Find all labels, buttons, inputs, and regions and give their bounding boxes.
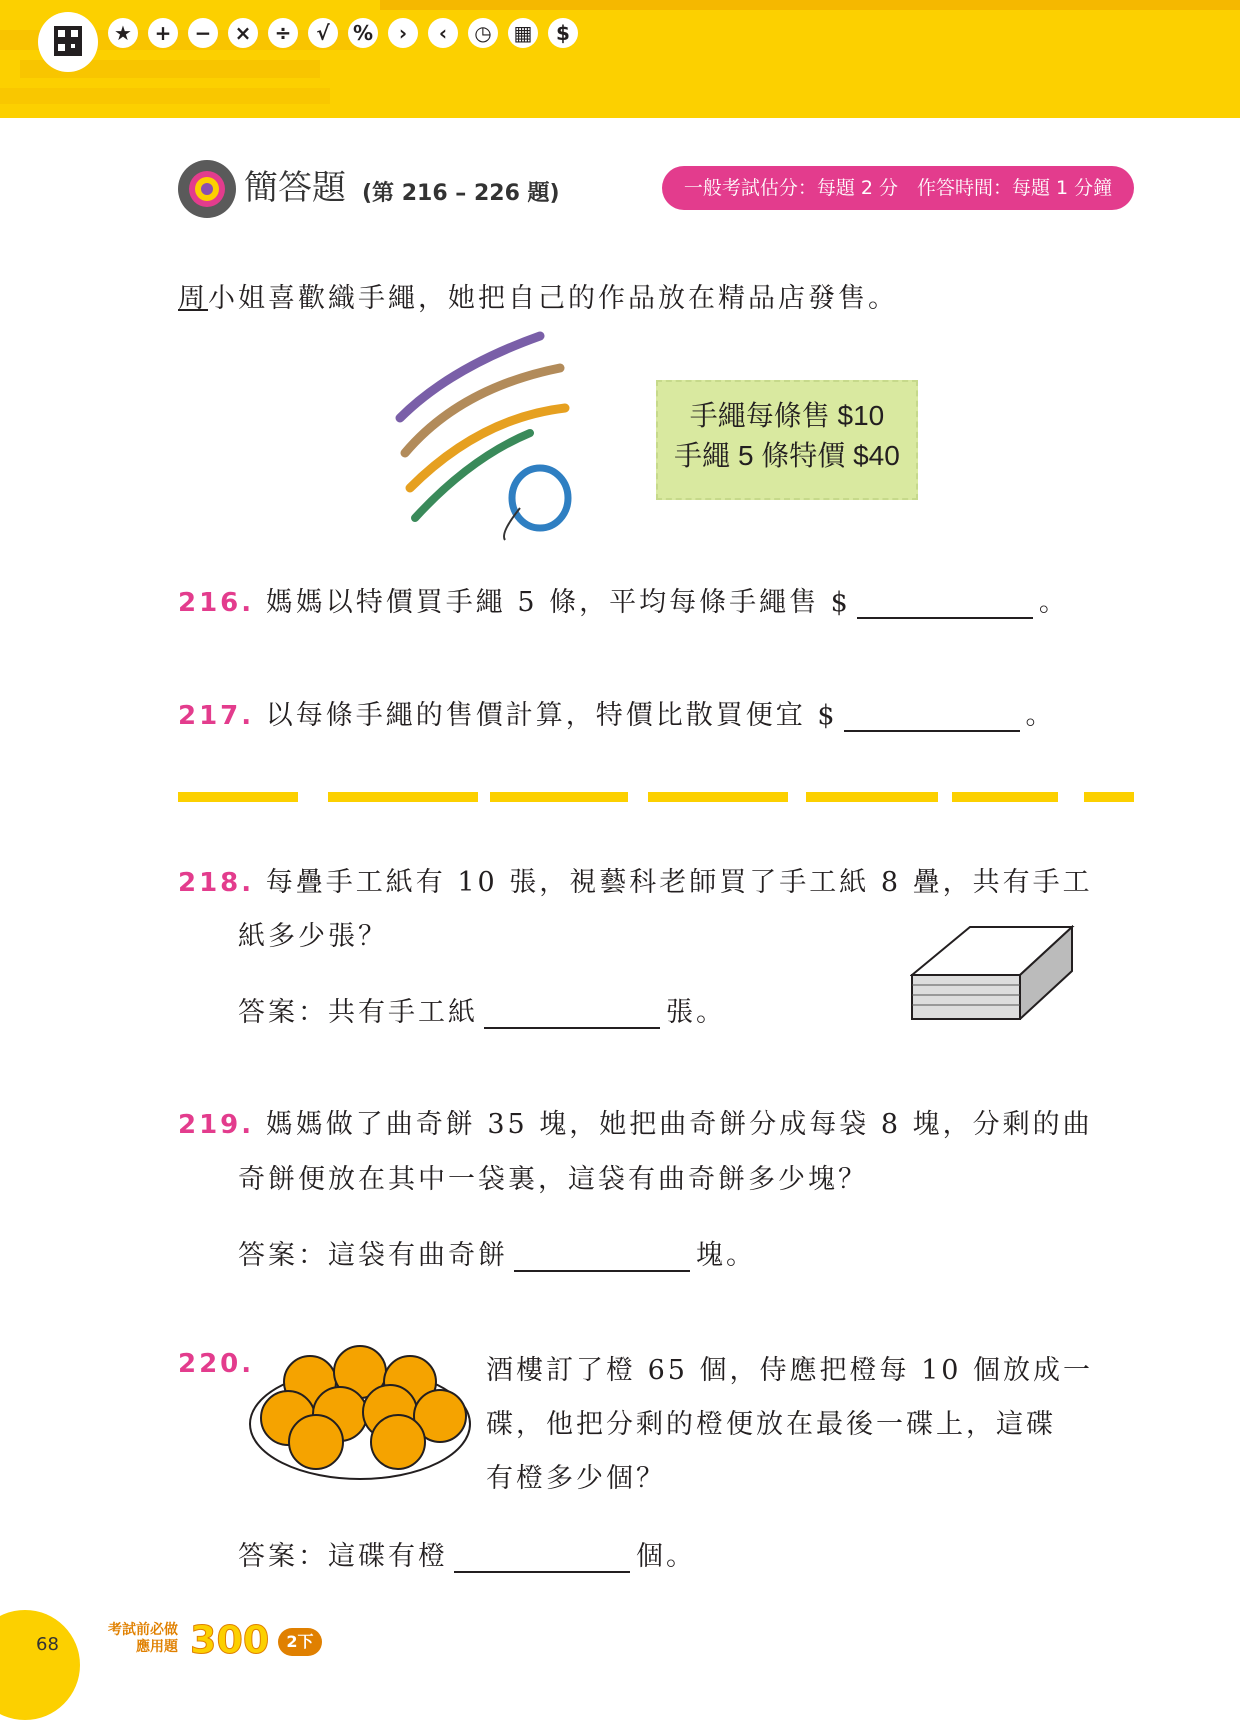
question-text-line3: 有橙多少個？ bbox=[486, 1463, 666, 1494]
answer-label: 答案：這碟有橙 bbox=[238, 1541, 448, 1572]
book-title-line1: 考試前必做 bbox=[108, 1622, 178, 1638]
question-number: 216. bbox=[178, 588, 255, 618]
answer-unit: 個。 bbox=[636, 1541, 696, 1572]
star-icon: ★ bbox=[108, 18, 138, 48]
answer-blank[interactable] bbox=[844, 702, 1020, 732]
book-title-line2: 應用題 bbox=[136, 1639, 178, 1655]
intro-text bbox=[178, 276, 898, 315]
times-icon: × bbox=[228, 18, 258, 48]
intro-name: 周 bbox=[178, 283, 208, 314]
question-220-number bbox=[178, 1348, 254, 1379]
percent-icon: % bbox=[348, 18, 378, 48]
question-text-line2: 紙多少張？ bbox=[238, 921, 388, 952]
page-number: 68 bbox=[36, 1634, 59, 1655]
question-range: (第 216 – 226 題) bbox=[362, 181, 560, 206]
dollar-icon: $ bbox=[548, 18, 578, 48]
answer-line-219 bbox=[238, 1233, 756, 1272]
question-219 bbox=[178, 1102, 1093, 1141]
answer-blank[interactable] bbox=[857, 589, 1033, 619]
question-text: 酒樓訂了橙 65 個，侍應把橙每 10 個放成一 bbox=[486, 1355, 1094, 1386]
score-info-badge: 一般考試估分：每題 2 分 作答時間：每題 1 分鐘 bbox=[662, 166, 1134, 210]
grade-badge: 2下 bbox=[278, 1628, 322, 1656]
clock-icon: ◷ bbox=[468, 18, 498, 48]
divide-icon: ÷ bbox=[268, 18, 298, 48]
page-number-bubble bbox=[0, 1610, 80, 1720]
answer-blank[interactable] bbox=[484, 999, 660, 1029]
answer-unit: 塊。 bbox=[696, 1240, 756, 1271]
greater-than-icon: › bbox=[388, 18, 418, 48]
paper-stack-image bbox=[910, 925, 1075, 1024]
section-logo-icon bbox=[178, 160, 236, 218]
answer-line-218 bbox=[238, 990, 726, 1029]
series-number: 300 bbox=[190, 1618, 270, 1662]
question-text: 媽媽做了曲奇餅 35 塊，她把曲奇餅分成每袋 8 塊，分剩的曲 bbox=[265, 1109, 1093, 1140]
calculator-icon: ▦ bbox=[508, 18, 538, 48]
bracelets-image bbox=[390, 328, 590, 547]
answer-label: 答案：共有手工紙 bbox=[238, 997, 478, 1028]
pixel-divider bbox=[178, 786, 1134, 806]
minus-icon: − bbox=[188, 18, 218, 48]
answer-line-220 bbox=[238, 1534, 696, 1573]
question-text: 以每條手繩的售價計算，特價比散買便宜 $ bbox=[265, 700, 838, 731]
question-text-line2: 碟，他把分剩的橙便放在最後一碟上，這碟 bbox=[486, 1409, 1056, 1440]
question-end: 。 bbox=[1038, 587, 1069, 618]
answer-blank[interactable] bbox=[454, 1543, 630, 1573]
question-218 bbox=[178, 860, 1093, 899]
price-line-1: 手繩每條售 $10 bbox=[689, 400, 885, 431]
root-icon: √ bbox=[308, 18, 338, 48]
question-text: 每疊手工紙有 10 張，視藝科老師買了手工紙 8 疊，共有手工 bbox=[265, 867, 1093, 898]
price-box bbox=[656, 380, 918, 500]
answer-blank[interactable] bbox=[514, 1242, 690, 1272]
question-217 bbox=[178, 693, 1056, 732]
top-banner bbox=[0, 0, 1240, 118]
question-number: 217. bbox=[178, 701, 255, 731]
oranges-plate-image bbox=[248, 1342, 473, 1486]
answer-unit: 張。 bbox=[666, 997, 726, 1028]
less-than-icon: ‹ bbox=[428, 18, 458, 48]
answer-label: 答案：這袋有曲奇餅 bbox=[238, 1240, 508, 1271]
question-number: 218. bbox=[178, 868, 255, 898]
question-end: 。 bbox=[1025, 700, 1056, 731]
question-number: 219. bbox=[178, 1110, 255, 1140]
price-line-2: 手繩 5 條特價 $40 bbox=[674, 440, 900, 471]
question-number: 220. bbox=[178, 1349, 255, 1379]
plus-icon: + bbox=[148, 18, 178, 48]
section-title: 簡答題 bbox=[244, 168, 346, 208]
intro-sentence: 小姐喜歡織手繩，她把自己的作品放在精品店發售。 bbox=[208, 283, 898, 314]
question-text-line2: 奇餅便放在其中一袋裏，這袋有曲奇餅多少塊？ bbox=[238, 1164, 868, 1195]
question-216 bbox=[178, 580, 1069, 619]
qr-code-icon[interactable] bbox=[38, 12, 98, 72]
question-text: 媽媽以特價買手繩 5 條，平均每條手繩售 $ bbox=[265, 587, 851, 618]
book-title bbox=[108, 1622, 178, 1656]
